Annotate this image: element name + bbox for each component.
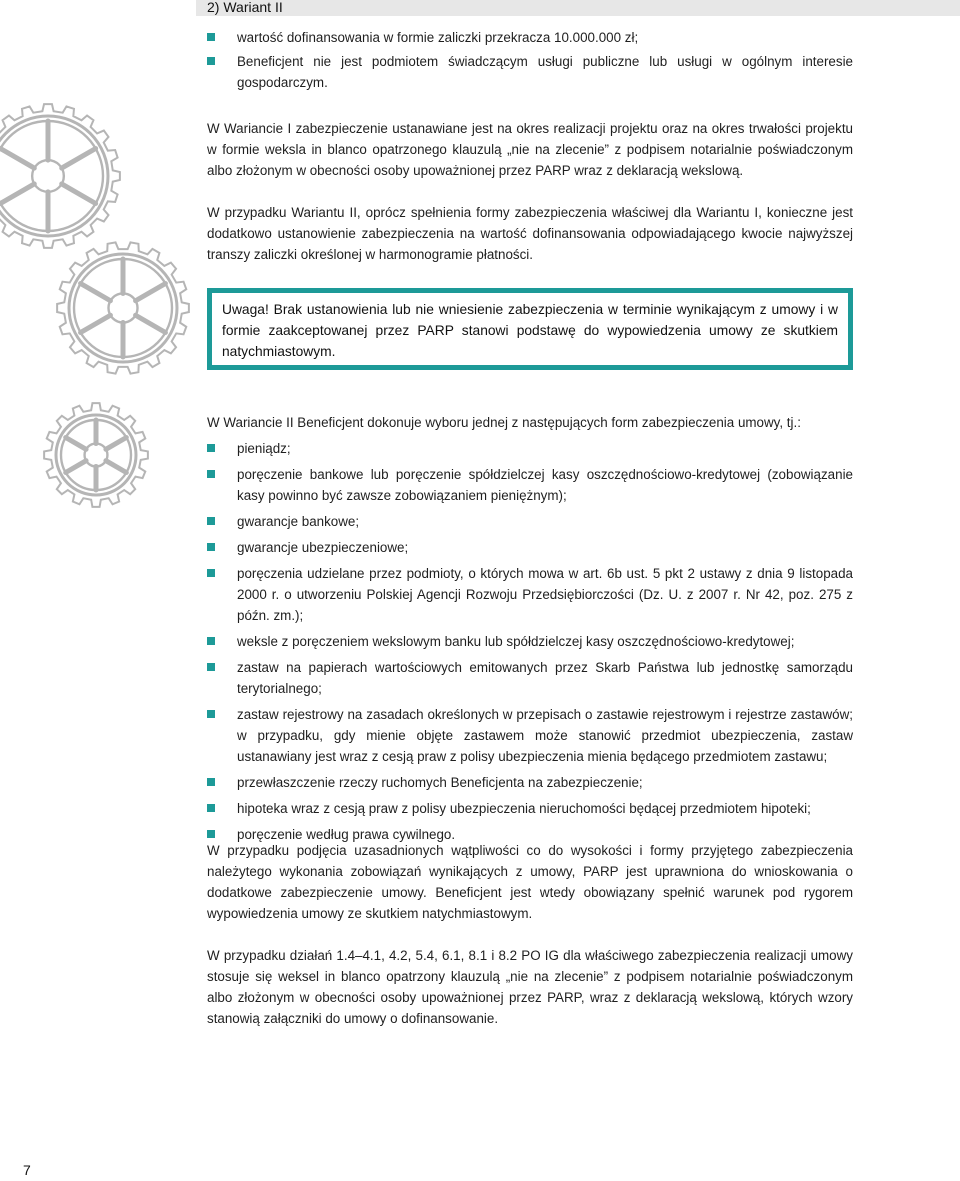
paragraph-actions: W przypadku działań 1.4–4.1, 4.2, 5.4, 6.1, 8.1 i 8.2 PO IG dla właściwego zabezpieczenia realizacji umowy stosuje się weksel in blanco opatrzony klauzulą „nie na zlecenie” z podpisem notarialnie poświadczonym albo złożonym w obecności osoby upoważnionej przez PARP, wraz z deklaracją wekslową, których wzory stanowią załączniki do umowy o dofinansowanie. bbox=[207, 948, 853, 1026]
list-item-text: przewłaszczenie rzeczy ruchomych Beneficjenta na zabezpieczenie; bbox=[237, 775, 643, 790]
list-item-text: hipoteka wraz z cesją praw z polisy ubezpieczenia nieruchomości będącej przedmiotem hipoteki; bbox=[237, 801, 811, 816]
bullet-icon bbox=[207, 57, 215, 65]
list-item-text: zastaw rejestrowy na zasadach określonych w przepisach o zastawie rejestrowym i rejestrze zastawów; w przypadku, gdy mienie objęte zastawem może stanowić przedmiot ubezpieczenia, zastaw ustanawiany jest wraz z cesją praw z polisy ubezpieczenia mienia będącego przedmiotem zastawu; bbox=[237, 707, 853, 764]
list-item bbox=[207, 798, 853, 819]
gear-ring bbox=[0, 121, 103, 231]
bullet-icon bbox=[207, 33, 215, 41]
page-number: 7 bbox=[23, 1162, 31, 1178]
list-item-text: pieniądz; bbox=[237, 441, 291, 456]
gear-spoke bbox=[106, 461, 126, 473]
gear-spoke bbox=[136, 315, 166, 332]
gear-icon-middle bbox=[57, 242, 189, 373]
list-item-text: Beneficjent nie jest podmiotem świadczącym usługi publiczne lub usługi w ogólnym interesie gospodarczym. bbox=[237, 54, 853, 90]
gear-spoke bbox=[66, 438, 86, 450]
bullet-icon bbox=[207, 517, 215, 525]
gear-ring bbox=[108, 293, 137, 322]
list-item bbox=[207, 511, 853, 532]
list-item bbox=[207, 631, 853, 652]
gear-spoke bbox=[0, 149, 34, 169]
list-item bbox=[207, 438, 853, 459]
gear-ring bbox=[0, 116, 108, 236]
security-forms-list bbox=[207, 438, 853, 845]
bullet-icon bbox=[207, 470, 215, 478]
list-item-text: gwarancje ubezpieczeniowe; bbox=[237, 540, 409, 555]
list-item-text: gwarancje bankowe; bbox=[237, 514, 360, 529]
bullet-icon bbox=[207, 569, 215, 577]
bullet-icon bbox=[207, 778, 215, 786]
paragraph-doubts: W przypadku podjęcia uzasadnionych wątpliwości co do wysokości i formy przyjętego zabezpieczenia należytego wykonania zobowiązań wynikających z umowy, PARP jest uprawniona do wnioskowania o dodatkowe zabezpieczenie umowy. Beneficjent jest wtedy obowiązany spełnić warunek pod rygorem wypowiedzenia umowy ze skutkiem natychmiastowym. bbox=[207, 843, 853, 921]
gear-spoke bbox=[81, 315, 111, 332]
gear-spoke bbox=[0, 184, 34, 204]
bullet-icon bbox=[207, 710, 215, 718]
list-item-text: wartość dofinansowania w formie zaliczki przekracza 10.000.000 zł; bbox=[237, 30, 639, 45]
list-item bbox=[207, 27, 853, 48]
gear-ring bbox=[32, 160, 64, 192]
list-item-text: poręczenia udzielane przez podmioty, o których mowa w art. 6b ust. 5 pkt 2 ustawy z dnia 9 listopada 2000 r. o utworzeniu Polskiej Agencji Rozwoju Przedsiębiorczości (Dz. U. z 2007 r. Nr 42, poz. 275 z późn. zm.); bbox=[237, 566, 853, 623]
list-item bbox=[207, 704, 853, 767]
warning-label: Uwaga! bbox=[222, 302, 269, 317]
bullet-icon bbox=[207, 804, 215, 812]
bullet-icon bbox=[207, 830, 215, 838]
gear-icon-bottom bbox=[44, 403, 148, 507]
list-item-text: weksle z poręczeniem wekslowym banku lub spółdzielczej kasy oszczędnościowo-kredytowej; bbox=[237, 634, 795, 649]
forms-intro: W Wariancie II Beneficjent dokonuje wyboru jednej z następujących form zabezpieczenia umowy, tj.: bbox=[207, 415, 801, 430]
paragraph-variant-2: W przypadku Wariantu II, oprócz spełnienia formy zabezpieczenia właściwej dla Wariantu I, konieczne jest dodatkowo ustanowienie zabezpieczenia na wartość dofinansowania odpowiadającego kwocie najwyższej transzy zaliczki określonej w harmonogramie płatności. bbox=[207, 205, 853, 262]
paragraph-variant-1: W Wariancie I zabezpieczenie ustanawiane jest na okres realizacji projektu oraz na okres trwałości projektu w formie weksla in blanco opatrzonego klauzulą „nie na zlecenie” z podpisem notarialnie poświadczonym albo złożonym w obecności osoby upoważnionej przez PARP wraz z deklaracją wekslową. bbox=[207, 121, 853, 178]
warning-box bbox=[207, 288, 853, 370]
gear-spoke bbox=[66, 461, 86, 473]
gear-ring bbox=[85, 444, 108, 467]
bullet-icon bbox=[207, 663, 215, 671]
list-item bbox=[207, 51, 853, 93]
list-item bbox=[207, 657, 853, 699]
list-item-text: poręczenie bankowe lub poręczenie spółdzielczej kasy oszczędnościowo-kredytowej (zobowiązanie kasy powinno być zawsze zobowiązaniem pieniężnym); bbox=[237, 467, 853, 503]
header-band bbox=[196, 0, 960, 16]
gear-spoke bbox=[62, 149, 96, 169]
list-item bbox=[207, 563, 853, 626]
list-item bbox=[207, 772, 853, 793]
gear-spoke bbox=[81, 284, 111, 301]
bullet-icon bbox=[207, 444, 215, 452]
intro-bullet-list bbox=[207, 27, 853, 93]
warning-text: Brak ustanowienia lub nie wniesienie zabezpieczenia w terminie wynikającym z umowy i w formie zaakceptowanej przez PARP stanowi podstawę do wypowiedzenia umowy ze skutkiem natychmiastowym. bbox=[222, 302, 838, 359]
section-title: 2) Wariant II bbox=[207, 0, 283, 15]
list-item bbox=[207, 537, 853, 558]
bullet-icon bbox=[207, 637, 215, 645]
gear-decoration bbox=[0, 0, 200, 520]
list-item-text: zastaw na papierach wartościowych emitowanych przez Skarb Państwa lub jednostkę samorządu terytorialnego; bbox=[237, 660, 853, 696]
gear-spoke bbox=[62, 184, 96, 204]
gear-spoke bbox=[136, 284, 166, 301]
gear-icon-top bbox=[0, 104, 120, 248]
gear-spoke bbox=[106, 438, 126, 450]
bullet-icon bbox=[207, 543, 215, 551]
list-item bbox=[207, 464, 853, 506]
list-item-text: poręczenie według prawa cywilnego. bbox=[237, 827, 456, 842]
